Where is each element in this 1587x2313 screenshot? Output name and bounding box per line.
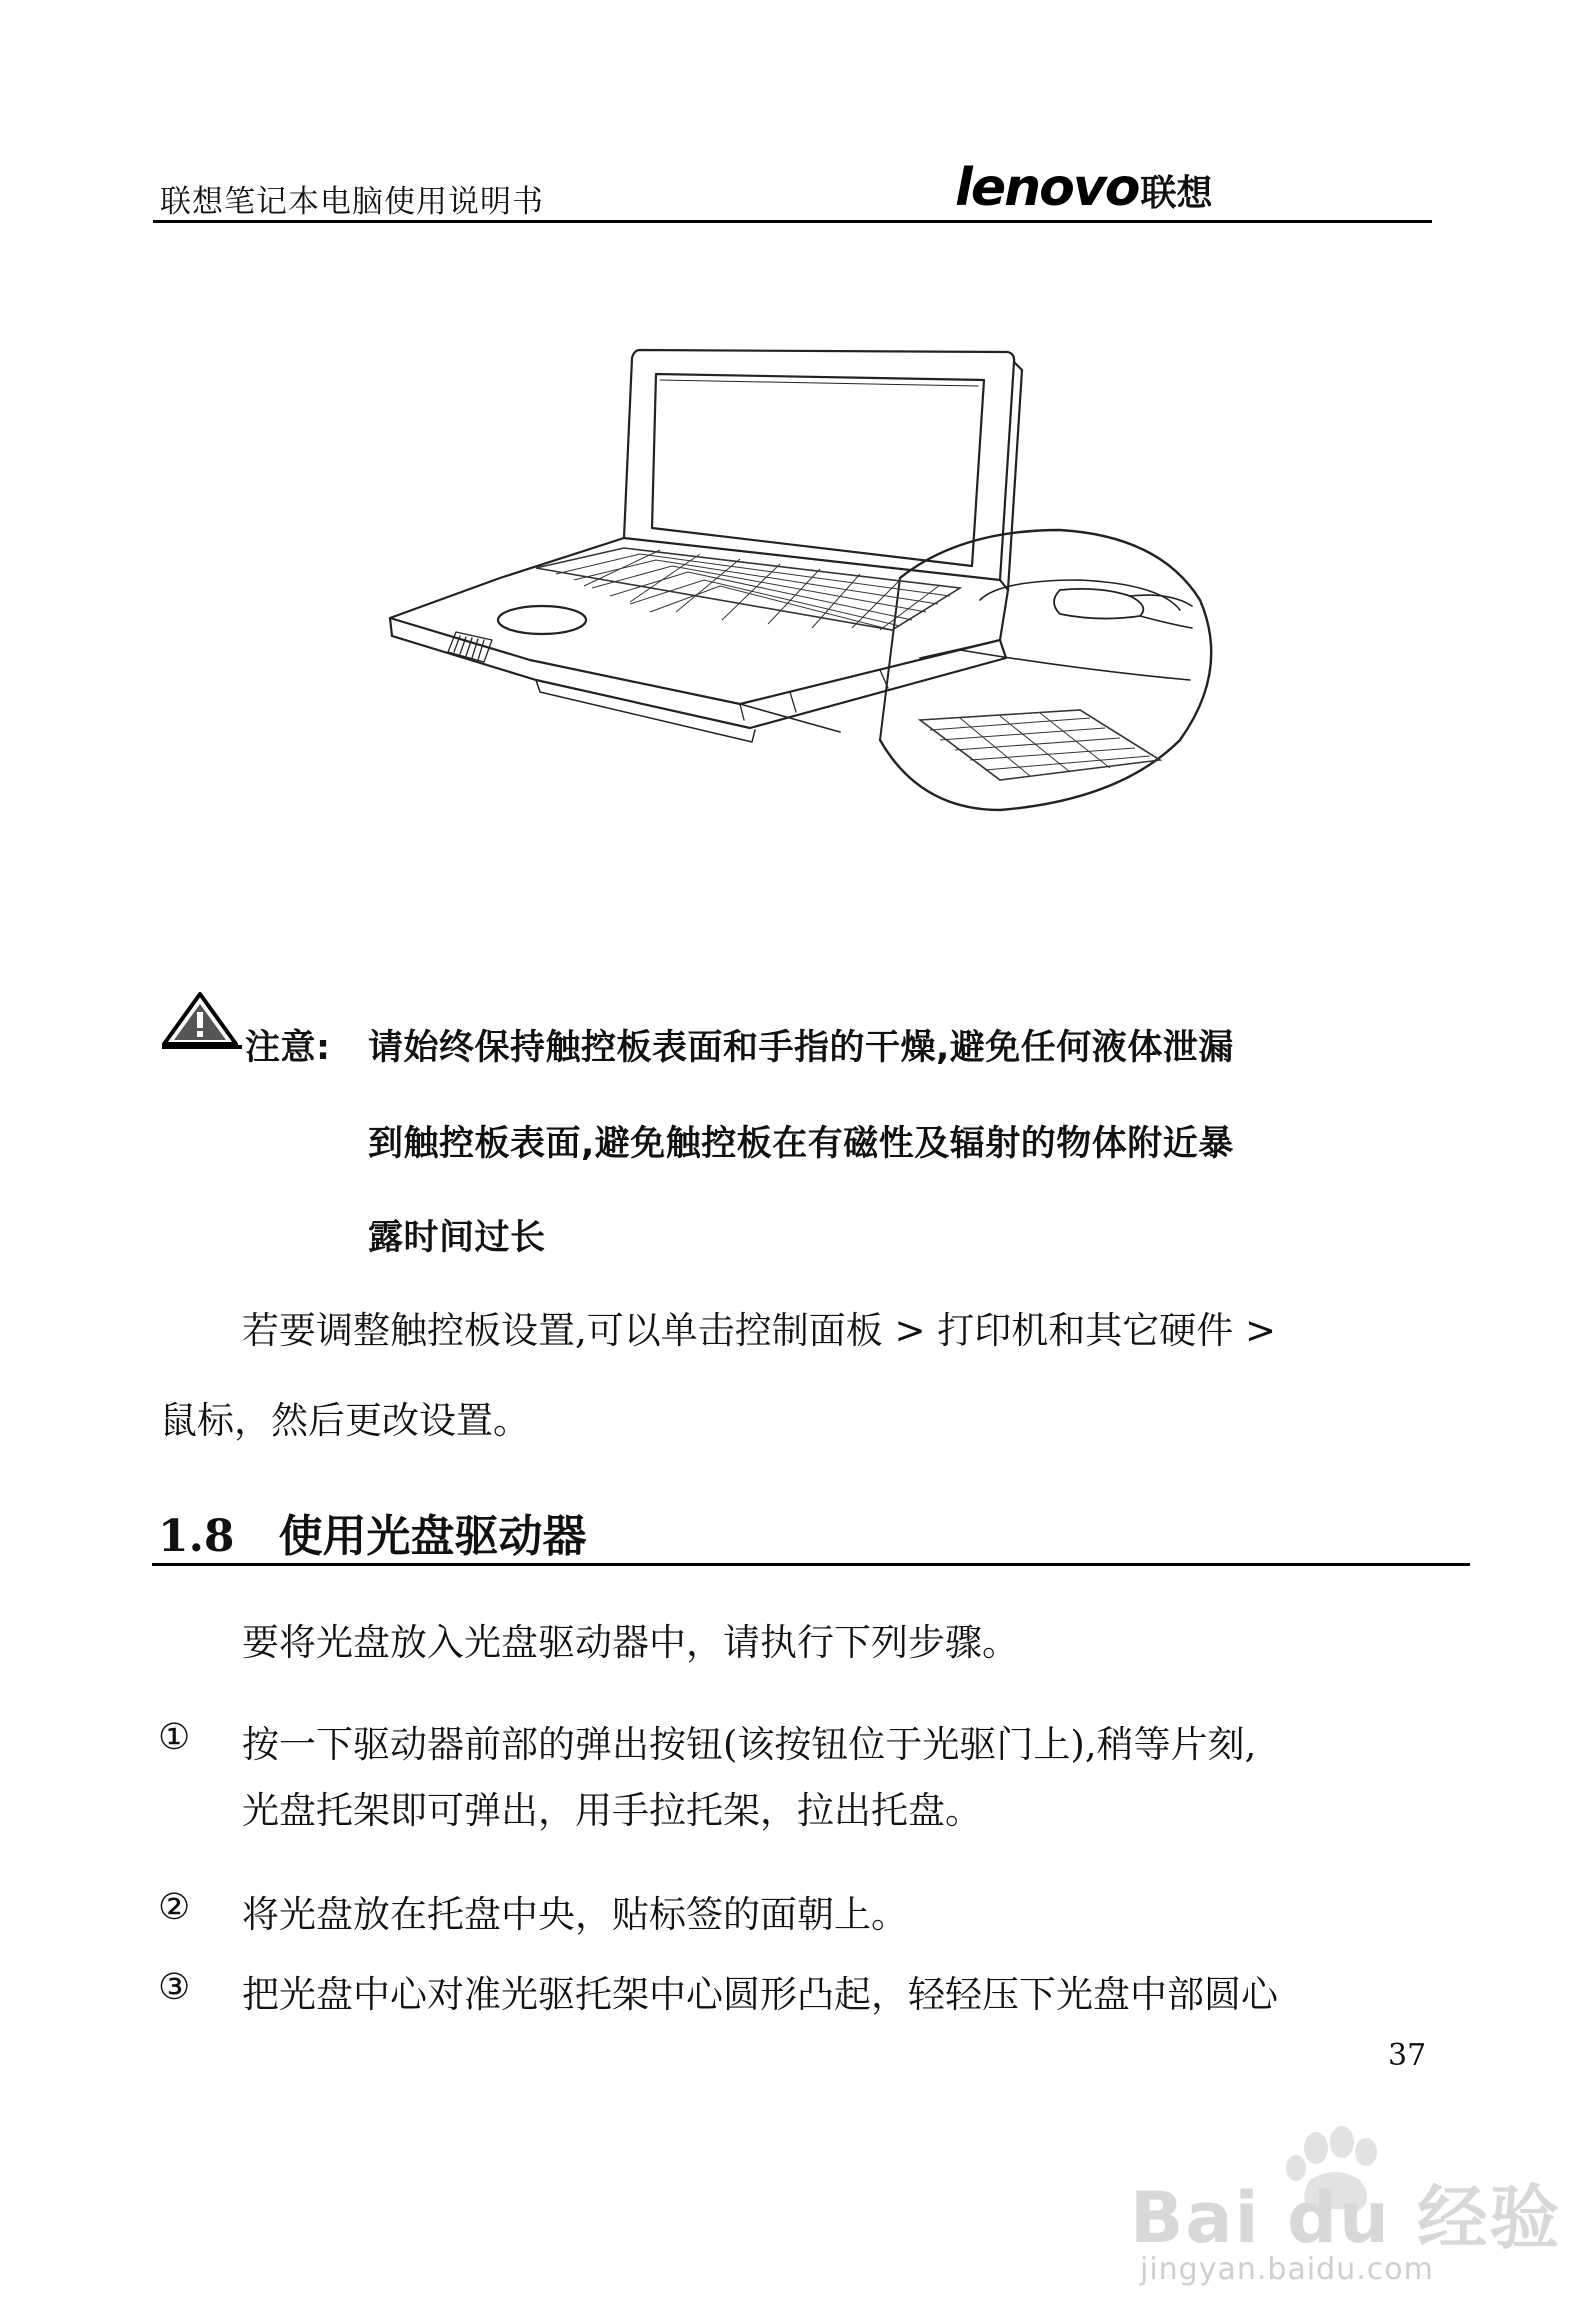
watermark-brand: Bai du 经验 — [1130, 2177, 1562, 2259]
brand-logo — [955, 158, 1212, 218]
step-1-text-line: 光盘托架即可弹出，用手拉托架，拉出托盘。 — [242, 1789, 982, 1832]
warning-triangle-icon — [160, 990, 242, 1050]
page-number: 37 — [1388, 2038, 1427, 2073]
note-label: 注意: — [245, 1028, 331, 1068]
section-title: 使用光盘驱动器 — [278, 1511, 587, 1562]
step-number-2: ② — [158, 1887, 191, 1928]
step-1-text-line: 按一下驱动器前部的弹出按钮(该按钮位于光驱门上),稍等片刻, — [242, 1723, 1257, 1766]
intro-text: 要将光盘放入光盘驱动器中，请执行下列步骤。 — [242, 1621, 1019, 1664]
paragraph-line: 鼠标，然后更改设置。 — [160, 1399, 530, 1442]
step-2-text-line: 将光盘放在托盘中央，贴标签的面朝上。 — [242, 1893, 908, 1936]
note-text-line: 请始终保持触控板表面和手指的干燥,避免任何液体泄漏 — [368, 1028, 1234, 1068]
lenovo-wordmark: lenovo — [955, 158, 1139, 218]
note-text-line: 露时间过长 — [368, 1218, 546, 1258]
step-3-text-line: 把光盘中心对准光驱托架中心圆形凸起，轻轻压下光盘中部圆心 — [242, 1973, 1278, 2016]
step-number-1: ① — [158, 1717, 191, 1758]
watermark-url: jingyan.baidu.com — [1140, 2252, 1434, 2287]
section-divider — [152, 1563, 1470, 1566]
note-text-line: 到触控板表面,避免触控板在有磁性及辐射的物体附近暴 — [368, 1124, 1234, 1164]
header-title: 联想笔记本电脑使用说明书 — [160, 184, 544, 220]
step-number-3: ③ — [158, 1967, 191, 2008]
laptop-touchpad-illustration — [360, 340, 1240, 920]
section-number: 1.8 — [158, 1511, 235, 1562]
brand-chinese-name: 联想 — [1140, 173, 1213, 214]
section-heading — [158, 1500, 587, 1564]
header-divider — [153, 220, 1432, 223]
paragraph-line: 若要调整触控板设置,可以单击控制面板 > 打印机和其它硬件 > — [242, 1309, 1277, 1352]
